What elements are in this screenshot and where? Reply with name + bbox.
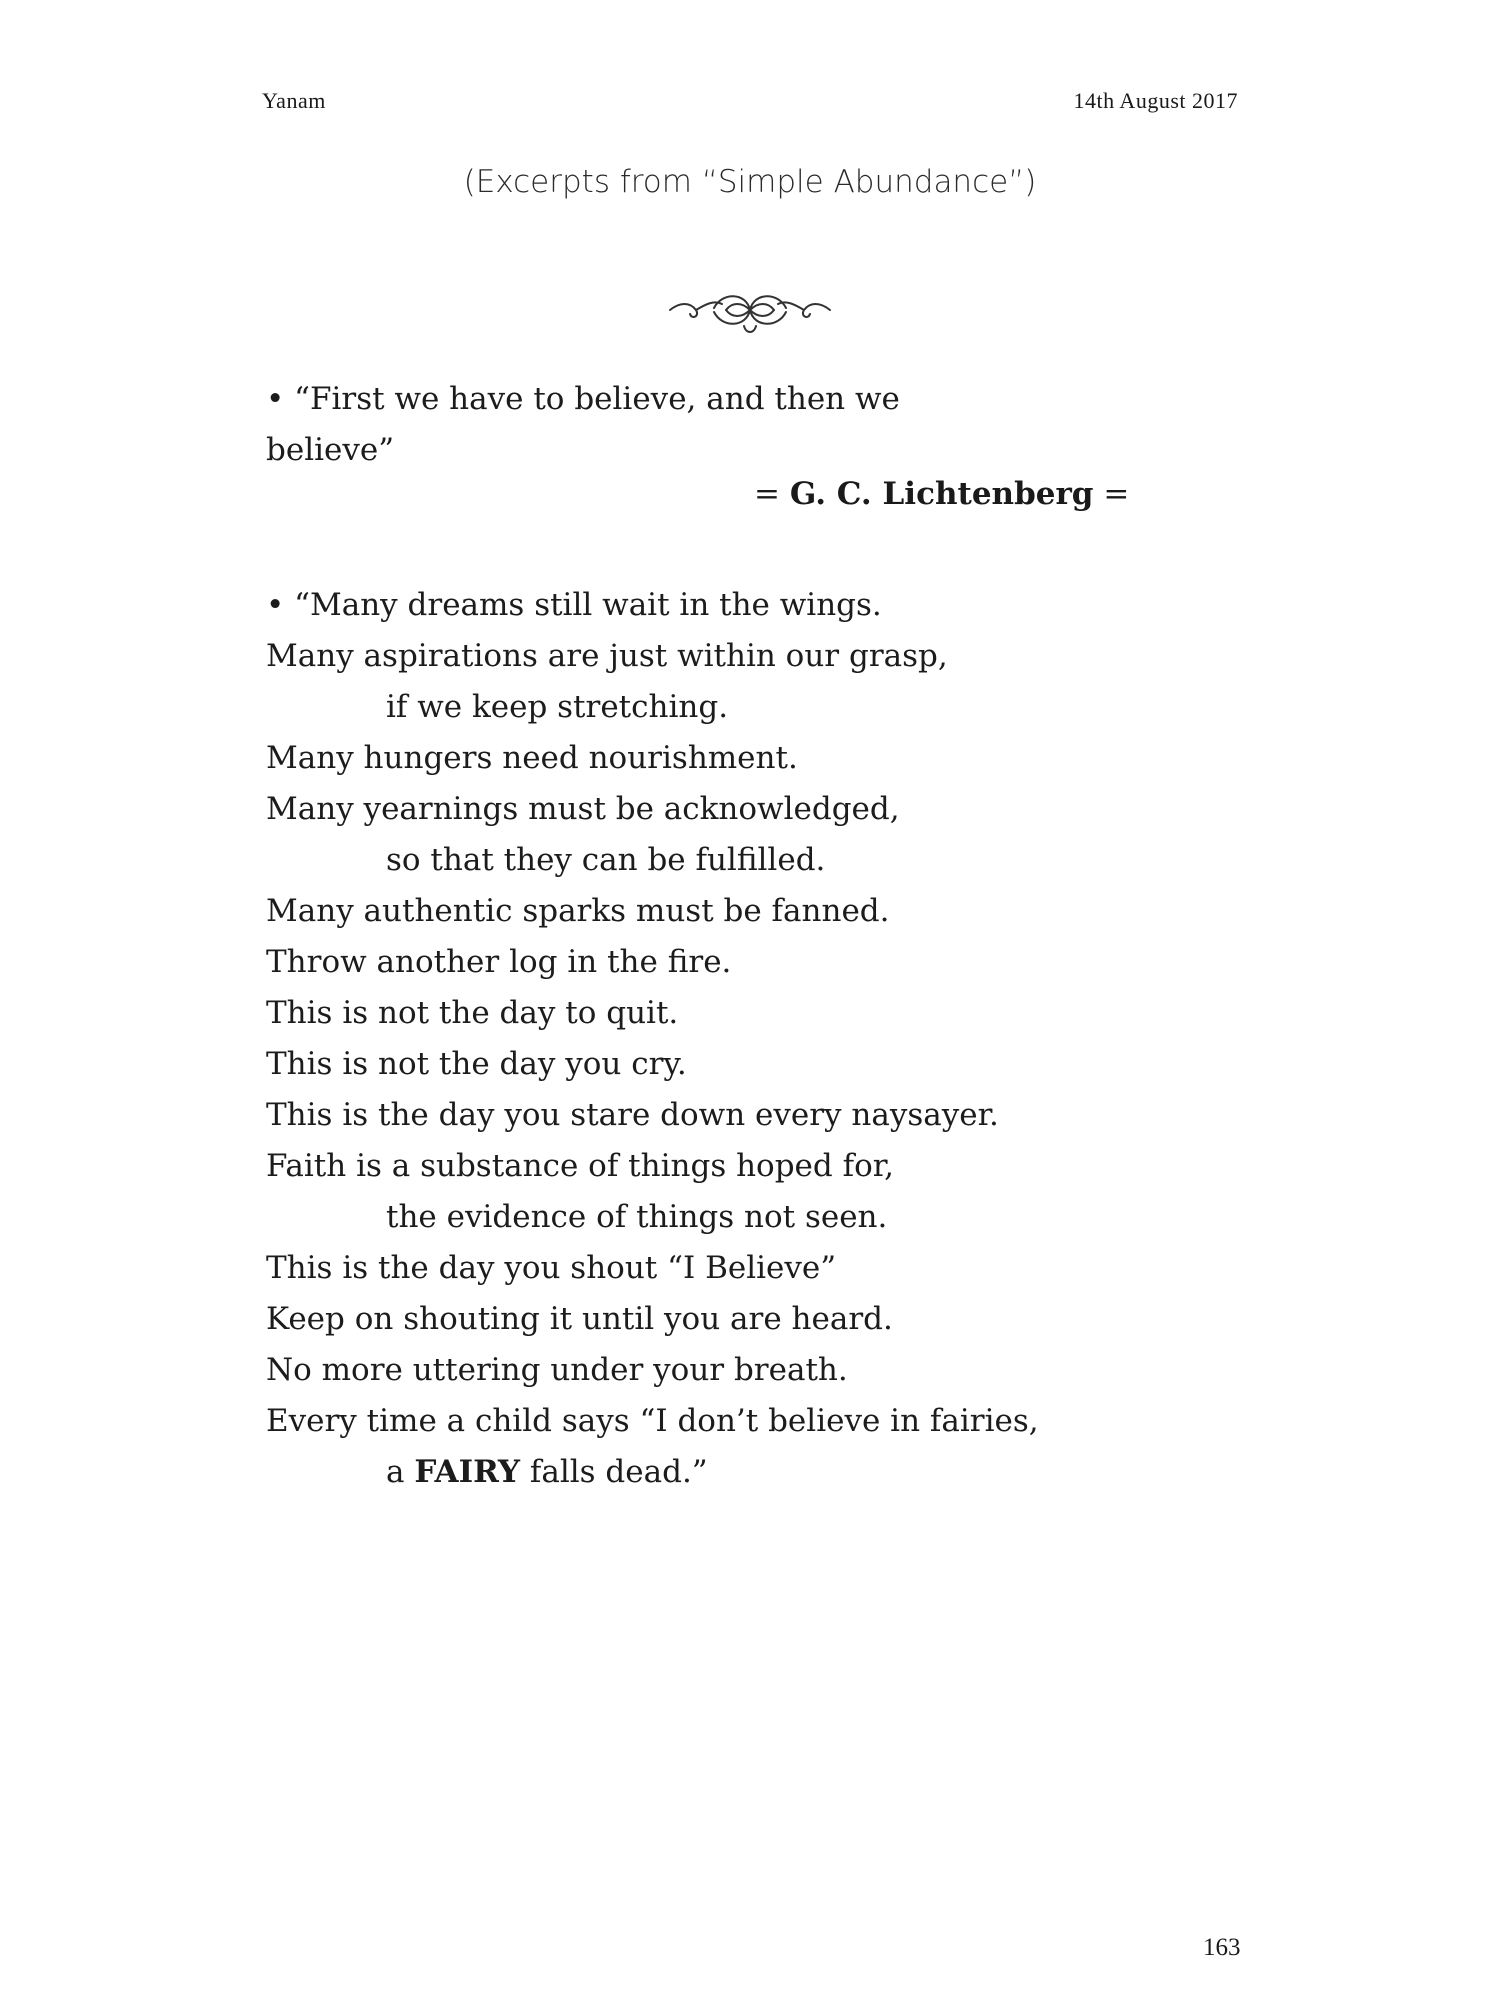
quote-line: believe” xyxy=(266,432,395,468)
poem-line: Many authentic sparks must be fanned. xyxy=(266,893,890,929)
flourish-ornament-icon xyxy=(668,282,832,338)
poem-line: This is the day you shout “I Believe” xyxy=(266,1250,837,1286)
poem-line: This is the day you stare down every naysayer. xyxy=(266,1097,999,1133)
poem-line: Many hungers need nourishment. xyxy=(266,740,798,776)
poem-line: Throw another log in the fire. xyxy=(266,944,732,980)
quote-attribution xyxy=(754,476,1129,512)
poem-line: Many yearnings must be acknowledged, xyxy=(266,791,900,827)
last-line-bold-word: FAIRY xyxy=(414,1454,521,1490)
poem-line: if we keep stretching. xyxy=(386,689,729,725)
poem-line: No more uttering under your breath. xyxy=(266,1352,848,1388)
poem-last-line xyxy=(266,1447,1166,1498)
attribution-name: G. C. Lichtenberg xyxy=(789,476,1094,512)
last-line-suffix: falls dead.” xyxy=(520,1454,708,1490)
page-number: 163 xyxy=(1203,1934,1241,1961)
header-right-date: 14th August 2017 xyxy=(1073,88,1238,113)
page-subtitle: (Excerpts from “Simple Abundance”) xyxy=(463,164,1037,200)
attribution-suffix: = xyxy=(1093,476,1130,512)
quote-line: • “First we have to believe, and then we xyxy=(266,381,900,417)
attribution-prefix: = xyxy=(754,476,790,512)
poem-line: Many aspirations are just within our grasp, xyxy=(266,638,948,674)
running-header xyxy=(262,88,1238,114)
poem-line: • “Many dreams still wait in the wings. xyxy=(266,587,882,623)
poem-line: so that they can be fulfilled. xyxy=(386,842,826,878)
poem-line: Every time a child says “I don’t believe in fairies, xyxy=(266,1403,1039,1439)
poem-line: This is not the day to quit. xyxy=(266,995,679,1031)
poem-line: Faith is a substance of things hoped for, xyxy=(266,1148,895,1184)
header-left-title: Yanam xyxy=(262,88,326,113)
poem-line: Keep on shouting it until you are heard. xyxy=(266,1301,893,1337)
poem-line: This is not the day you cry. xyxy=(266,1046,687,1082)
poem-line: the evidence of things not seen. xyxy=(386,1199,888,1235)
quote-lichtenberg xyxy=(266,374,1166,476)
last-line-prefix: a xyxy=(386,1454,415,1490)
quote-simple-abundance xyxy=(266,580,1166,1498)
